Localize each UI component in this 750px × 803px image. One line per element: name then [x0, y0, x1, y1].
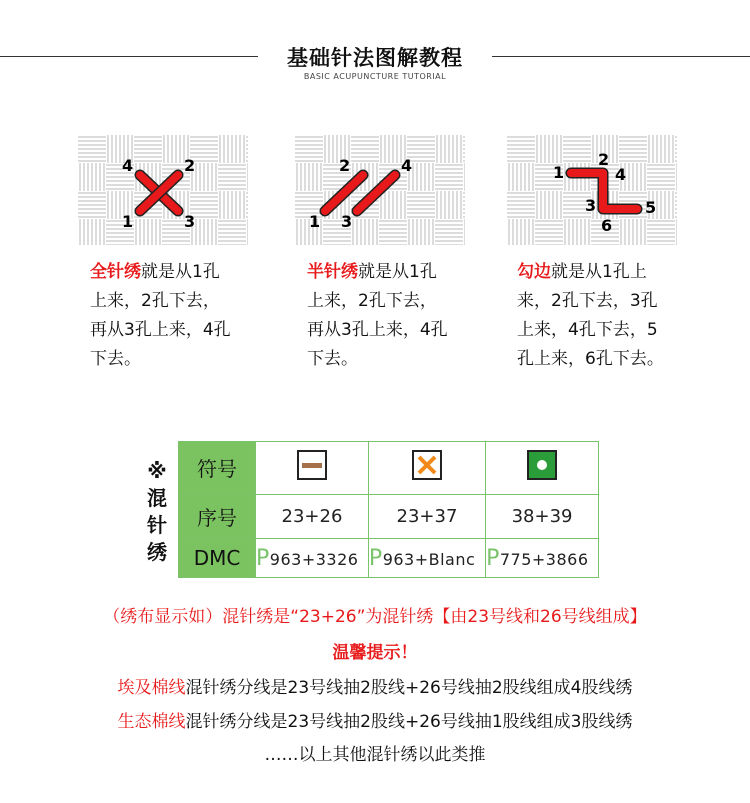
full-cross-stitch-diagram — [78, 135, 248, 245]
table-row — [179, 494, 599, 538]
stitch-name: 半针绣 — [307, 262, 358, 282]
more-note: ……以上其他混针绣以此类推 — [264, 745, 486, 765]
hole-label: 2 — [339, 156, 351, 175]
orange-x-icon — [412, 450, 442, 480]
row-header-dmc: DMC — [179, 539, 256, 578]
dmc-prefix: P — [256, 545, 270, 571]
hole-label: 2 — [598, 150, 610, 169]
mixed-stitch-side-label: ※ 混 针 绣 — [147, 459, 167, 564]
table-cell: 23+26 — [256, 494, 369, 538]
stitch-name: 全针绣 — [90, 262, 141, 282]
mixed-stitch-table — [178, 441, 599, 578]
backstitch-description: 勾边就是从1孔上 来，2孔下去，3孔 上来，4孔下去，5 孔上来，6孔下去。 — [517, 262, 664, 369]
hole-label: 3 — [341, 212, 353, 231]
backstitch-diagram — [507, 135, 677, 245]
mixed-stitch-explanation: （绣布显示如）混针绣是“23+26”为混针绣【由23号线和26号线组成】 — [103, 607, 647, 627]
full-cross-description: 全针绣就是从1孔 上来，2孔下去， 再从3孔上来，4孔 下去。 — [90, 262, 231, 369]
table-cell: P775+3866 — [486, 539, 599, 578]
row-header-number: 序号 — [179, 494, 256, 538]
table-cell — [368, 442, 485, 495]
table-cell — [486, 442, 599, 495]
green-dot-icon — [527, 450, 557, 480]
hole-label: 1 — [553, 163, 565, 182]
row-header-symbol: 符号 — [179, 442, 256, 495]
page-subtitle: BASIC ACUPUNCTURE TUTORIAL — [303, 72, 447, 81]
hole-label: 4 — [401, 156, 413, 175]
egypt-cotton-note: 埃及棉线混针绣分线是23号线抽2股线+26号线抽2股线组成4股线绣 — [117, 678, 633, 698]
table-cell: P963+Blanc — [368, 539, 485, 578]
hole-label: 1 — [309, 212, 321, 231]
table-cell: P963+3326 — [256, 539, 369, 578]
hole-label: 5 — [645, 198, 657, 217]
table-cell: 23+37 — [368, 494, 485, 538]
table-row — [179, 442, 599, 495]
hole-label: 3 — [184, 212, 196, 231]
eco-cotton-note: 生态棉线混针绣分线是23号线抽2股线+26号线抽1股线组成3股线绣 — [117, 712, 633, 732]
hole-label: 4 — [122, 156, 134, 175]
half-stitch-diagram — [295, 135, 465, 245]
hole-label: 2 — [184, 156, 196, 175]
hole-label: 3 — [585, 196, 597, 215]
hole-label: 1 — [122, 212, 134, 231]
dmc-prefix: P — [486, 545, 500, 571]
brown-bar-icon — [297, 450, 327, 480]
dmc-prefix: P — [368, 545, 383, 571]
table-cell: 38+39 — [486, 494, 599, 538]
header-rule-right — [492, 56, 750, 57]
hole-label: 4 — [615, 165, 627, 184]
header-rule-left — [0, 56, 258, 57]
hole-label: 6 — [601, 216, 613, 235]
table-cell — [256, 442, 369, 495]
page-title: 基础针法图解教程 — [287, 46, 463, 70]
half-stitch-description: 半针绣就是从1孔 上来，2孔下去， 再从3孔上来，4孔 下去。 — [307, 262, 448, 369]
stitch-name: 勾边 — [517, 262, 551, 282]
table-row — [179, 539, 599, 578]
tips-heading: 温馨提示！ — [332, 643, 418, 663]
